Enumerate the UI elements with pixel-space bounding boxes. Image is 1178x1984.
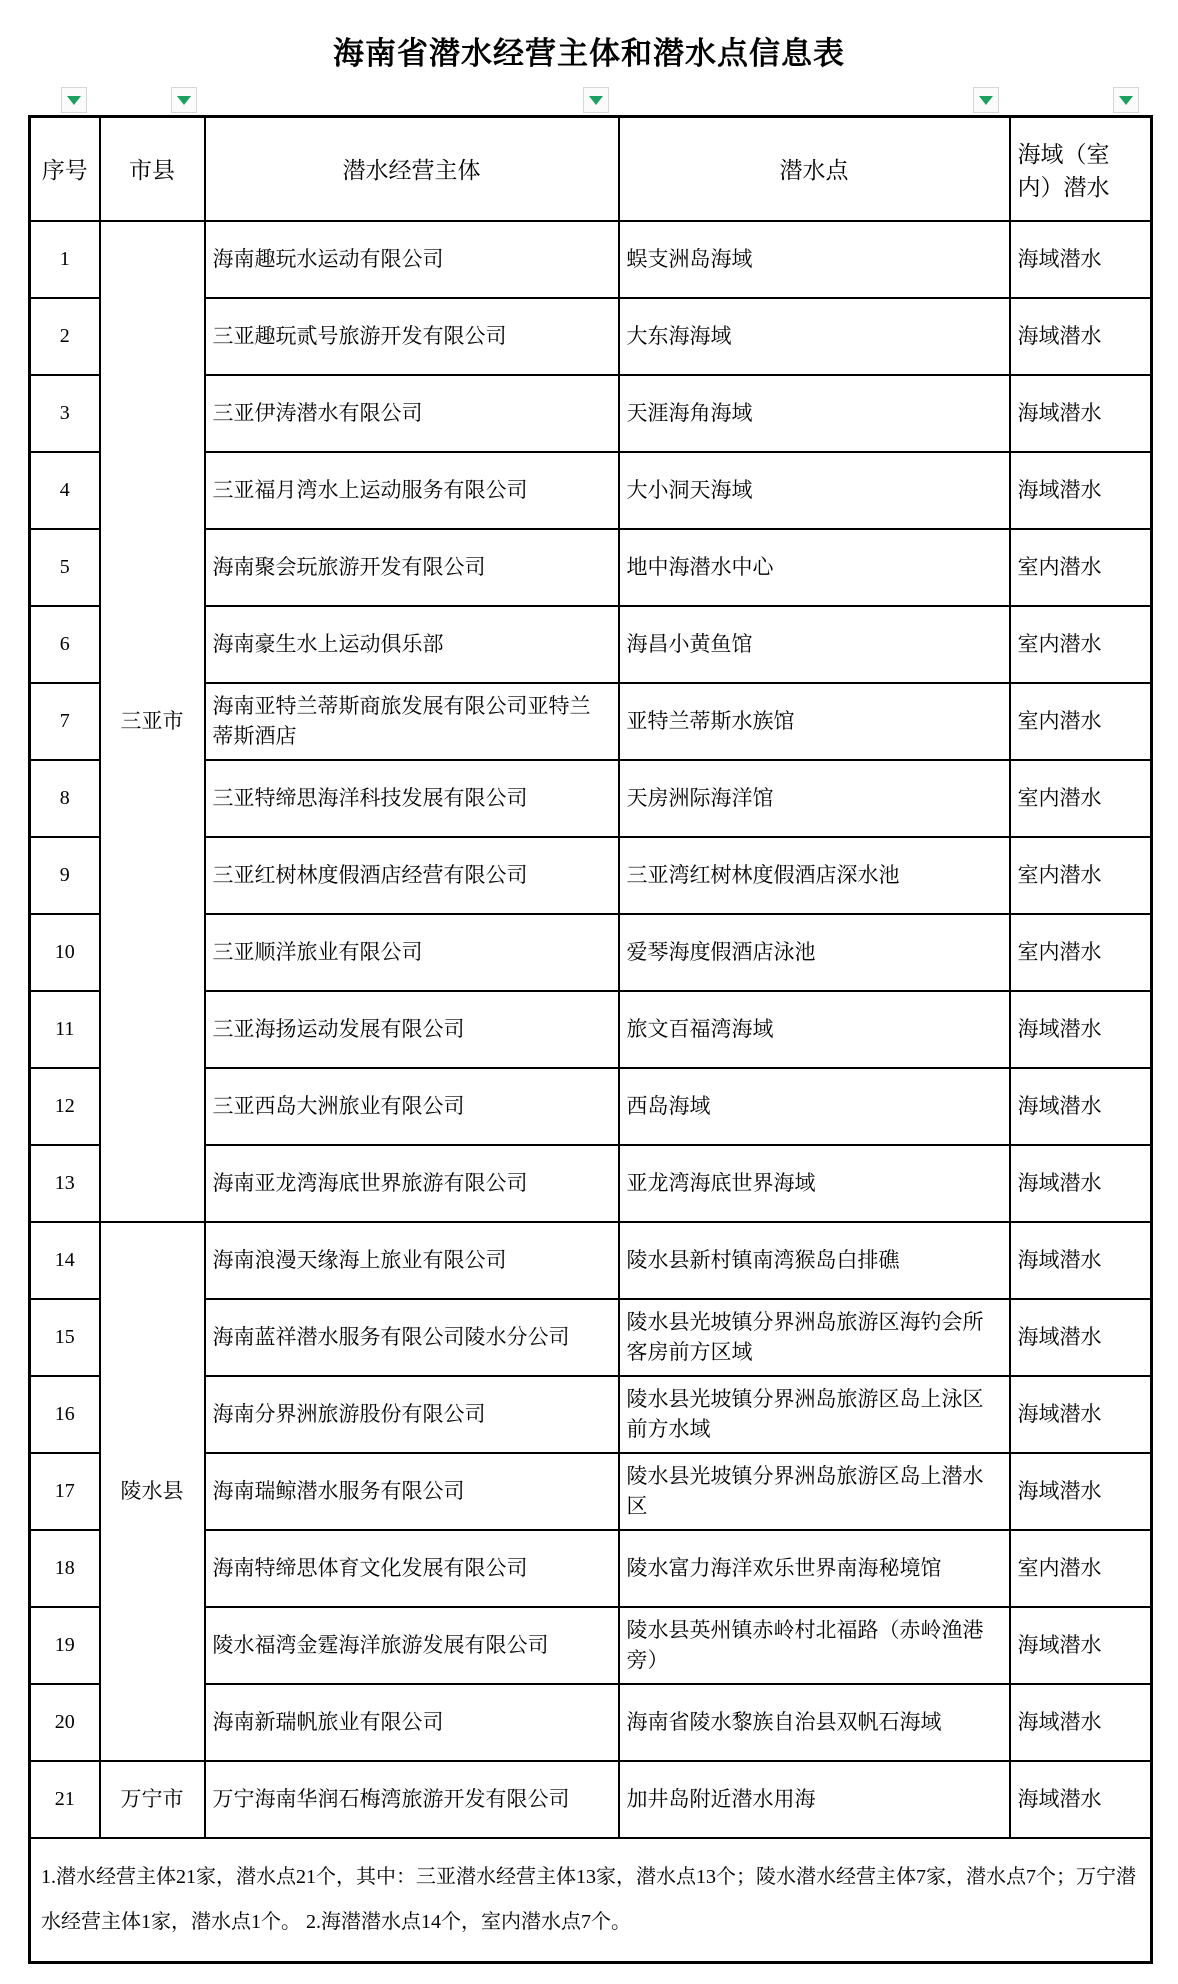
dive-type-cell: 海域潜水	[1010, 1068, 1152, 1145]
operator-cell: 海南聚会玩旅游开发有限公司	[205, 529, 619, 606]
serial-cell: 13	[30, 1145, 100, 1222]
serial-cell: 19	[30, 1607, 100, 1684]
footer-row	[30, 1838, 1152, 1963]
dive-site-cell: 大小洞天海域	[619, 452, 1010, 529]
serial-cell: 8	[30, 760, 100, 837]
dive-type-cell: 室内潜水	[1010, 683, 1152, 760]
operator-cell: 三亚顺洋旅业有限公司	[205, 914, 619, 991]
operator-cell: 陵水福湾金霆海洋旅游发展有限公司	[205, 1607, 619, 1684]
dive-type-cell: 海域潜水	[1010, 1376, 1152, 1453]
serial-cell: 16	[30, 1376, 100, 1453]
dive-type-cell: 海域潜水	[1010, 375, 1152, 452]
col-header-region: 市县	[100, 117, 205, 221]
operator-cell: 海南蓝祥潜水服务有限公司陵水分公司	[205, 1299, 619, 1376]
dive-site-cell: 天房洲际海洋馆	[619, 760, 1010, 837]
dive-type-cell: 海域潜水	[1010, 1453, 1152, 1530]
filter-dropdown-button-site[interactable]	[973, 87, 999, 113]
filter-dropdown-button-operator[interactable]	[583, 87, 609, 113]
operator-cell: 三亚趣玩贰号旅游开发有限公司	[205, 298, 619, 375]
dive-site-cell: 陵水县新村镇南湾猴岛白排礁	[619, 1222, 1010, 1299]
filter-dropdown-button-type[interactable]	[1113, 87, 1139, 113]
table-footer	[30, 1838, 1152, 1963]
dive-site-cell: 蜈支洲岛海域	[619, 221, 1010, 298]
serial-cell: 17	[30, 1453, 100, 1530]
operator-cell: 海南分界洲旅游股份有限公司	[205, 1376, 619, 1453]
dive-site-cell: 陵水县英州镇赤岭村北福路（赤岭渔港旁）	[619, 1607, 1010, 1684]
dive-type-cell: 海域潜水	[1010, 1607, 1152, 1684]
operator-cell: 海南亚特兰蒂斯商旅发展有限公司亚特兰蒂斯酒店	[205, 683, 619, 760]
operator-cell: 海南豪生水上运动俱乐部	[205, 606, 619, 683]
dive-site-cell: 陵水县光坡镇分界洲岛旅游区岛上泳区前方水域	[619, 1376, 1010, 1453]
operator-cell: 三亚福月湾水上运动服务有限公司	[205, 452, 619, 529]
serial-cell: 3	[30, 375, 100, 452]
sheet-page	[28, 0, 1150, 1964]
dive-type-cell: 室内潜水	[1010, 760, 1152, 837]
operator-cell: 万宁海南华润石梅湾旅游开发有限公司	[205, 1761, 619, 1838]
dive-site-cell: 西岛海域	[619, 1068, 1010, 1145]
region-cell: 陵水县	[100, 1222, 205, 1761]
serial-cell: 14	[30, 1222, 100, 1299]
header-row	[30, 117, 1152, 221]
serial-cell: 12	[30, 1068, 100, 1145]
dive-type-cell: 海域潜水	[1010, 1761, 1152, 1838]
filter-arrow-icon	[1119, 96, 1133, 105]
dive-type-cell: 室内潜水	[1010, 1530, 1152, 1607]
dive-site-cell: 陵水县光坡镇分界洲岛旅游区海钓会所客房前方区域	[619, 1299, 1010, 1376]
serial-cell: 15	[30, 1299, 100, 1376]
dive-type-cell: 室内潜水	[1010, 529, 1152, 606]
dive-site-cell: 爱琴海度假酒店泳池	[619, 914, 1010, 991]
diving-info-table	[28, 115, 1153, 1964]
table-row	[30, 221, 1152, 298]
serial-cell: 7	[30, 683, 100, 760]
filter-arrow-icon	[979, 96, 993, 105]
region-cell: 万宁市	[100, 1761, 205, 1838]
table-header	[30, 117, 1152, 221]
filter-arrow-icon	[177, 96, 191, 105]
filter-arrow-icon	[589, 96, 603, 105]
serial-cell: 6	[30, 606, 100, 683]
page-title: 海南省潜水经营主体和潜水点信息表	[333, 36, 845, 71]
dive-type-cell: 海域潜水	[1010, 452, 1152, 529]
dive-type-cell: 海域潜水	[1010, 1684, 1152, 1761]
operator-cell: 海南浪漫天缘海上旅业有限公司	[205, 1222, 619, 1299]
dive-site-cell: 陵水富力海洋欢乐世界南海秘境馆	[619, 1530, 1010, 1607]
table-body	[30, 221, 1152, 1838]
serial-cell: 20	[30, 1684, 100, 1761]
operator-cell: 海南瑞鲸潜水服务有限公司	[205, 1453, 619, 1530]
serial-cell: 5	[30, 529, 100, 606]
dive-type-cell: 海域潜水	[1010, 1222, 1152, 1299]
summary-note: 1.潜水经营主体21家，潜水点21个，其中：三亚潜水经营主体13家，潜水点13个；陵水潜水经营主体7家，潜水点7个；万宁潜水经营主体1家，潜水点1个。 2.海潜潜水点14个，室内潜水点7个。	[30, 1838, 1152, 1963]
dive-type-cell: 海域潜水	[1010, 298, 1152, 375]
operator-cell: 海南趣玩水运动有限公司	[205, 221, 619, 298]
dive-type-cell: 海域潜水	[1010, 1145, 1152, 1222]
serial-cell: 10	[30, 914, 100, 991]
table-row	[30, 1761, 1152, 1838]
serial-cell: 18	[30, 1530, 100, 1607]
dive-site-cell: 天涯海角海域	[619, 375, 1010, 452]
filter-dropdown-button-region[interactable]	[171, 87, 197, 113]
serial-cell: 11	[30, 991, 100, 1068]
operator-cell: 三亚海扬运动发展有限公司	[205, 991, 619, 1068]
dive-site-cell: 地中海潜水中心	[619, 529, 1010, 606]
dive-type-cell: 海域潜水	[1010, 991, 1152, 1068]
filter-dropdown-button-serial[interactable]	[61, 87, 87, 113]
operator-cell: 海南特缔思体育文化发展有限公司	[205, 1530, 619, 1607]
operator-cell: 三亚特缔思海洋科技发展有限公司	[205, 760, 619, 837]
operator-cell: 三亚西岛大洲旅业有限公司	[205, 1068, 619, 1145]
dive-type-cell: 室内潜水	[1010, 914, 1152, 991]
operator-cell: 三亚伊涛潜水有限公司	[205, 375, 619, 452]
serial-cell: 2	[30, 298, 100, 375]
dive-site-cell: 旅文百福湾海域	[619, 991, 1010, 1068]
dive-site-cell: 大东海海域	[619, 298, 1010, 375]
col-header-serial: 序号	[30, 117, 100, 221]
dive-type-cell: 室内潜水	[1010, 606, 1152, 683]
dive-site-cell: 亚龙湾海底世界海域	[619, 1145, 1010, 1222]
dive-type-cell: 海域潜水	[1010, 1299, 1152, 1376]
dive-type-cell: 室内潜水	[1010, 837, 1152, 914]
dive-site-cell: 陵水县光坡镇分界洲岛旅游区岛上潜水区	[619, 1453, 1010, 1530]
serial-cell: 21	[30, 1761, 100, 1838]
dive-site-cell: 海南省陵水黎族自治县双帆石海域	[619, 1684, 1010, 1761]
operator-cell: 三亚红树林度假酒店经营有限公司	[205, 837, 619, 914]
region-cell: 三亚市	[100, 221, 205, 1222]
dive-site-cell: 加井岛附近潜水用海	[619, 1761, 1010, 1838]
filter-row	[28, 82, 1150, 115]
operator-cell: 海南亚龙湾海底世界旅游有限公司	[205, 1145, 619, 1222]
dive-site-cell: 亚特兰蒂斯水族馆	[619, 683, 1010, 760]
dive-site-cell: 三亚湾红树林度假酒店深水池	[619, 837, 1010, 914]
dive-site-cell: 海昌小黄鱼馆	[619, 606, 1010, 683]
table-row	[30, 1222, 1152, 1299]
col-header-type: 海域（室内）潜水	[1010, 117, 1152, 221]
serial-cell: 4	[30, 452, 100, 529]
dive-type-cell: 海域潜水	[1010, 221, 1152, 298]
filter-arrow-icon	[67, 96, 81, 105]
operator-cell: 海南新瑞帆旅业有限公司	[205, 1684, 619, 1761]
col-header-site: 潜水点	[619, 117, 1010, 221]
serial-cell: 9	[30, 837, 100, 914]
serial-cell: 1	[30, 221, 100, 298]
col-header-operator: 潜水经营主体	[205, 117, 619, 221]
